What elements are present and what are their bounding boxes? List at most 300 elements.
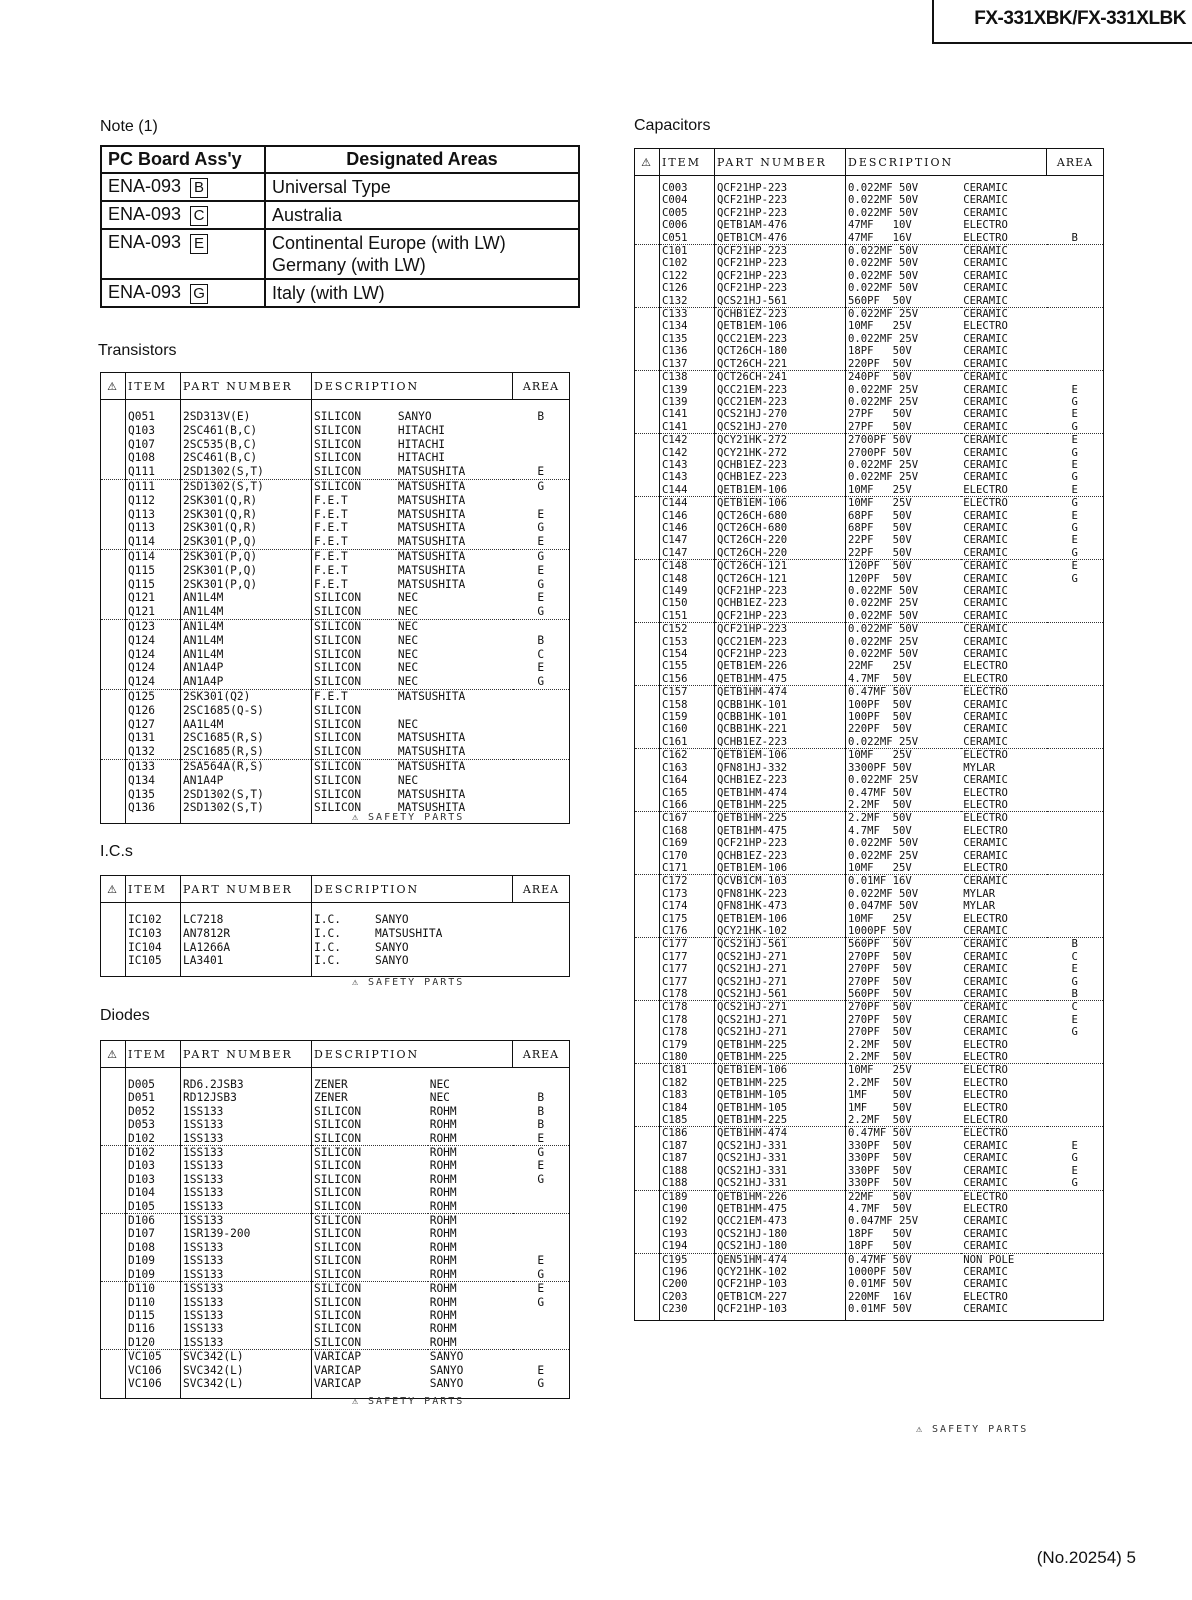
part-number-cell: QCT26CH-121: [715, 560, 846, 573]
capacitor-row: [635, 1102, 1104, 1114]
transistor-row: [101, 634, 570, 648]
area-cell: G: [1047, 421, 1104, 434]
warning-cell: [635, 799, 660, 812]
description-cell: 100PF 50V: [848, 711, 912, 724]
item-cell: Q132: [126, 745, 181, 759]
maker-cell: ELECTRO: [963, 1101, 1008, 1114]
maker-cell: ELECTRO: [963, 219, 1008, 232]
area-cell: [513, 689, 570, 703]
capacitor-row: [635, 938, 1104, 951]
part-number-cell: 1SS133: [181, 1200, 312, 1214]
description-cell: 120PF 50V: [848, 572, 912, 585]
maker-cell: MATSUSHITA: [397, 549, 466, 563]
item-cell: D104: [126, 1186, 181, 1199]
maker-cell: CERAMIC: [963, 963, 1008, 976]
diode-row: [101, 1227, 570, 1240]
description-cell: SILICON: [314, 479, 362, 493]
warning-cell: [635, 1190, 660, 1203]
part-number-cell: RD12JSB3: [181, 1091, 312, 1104]
transistor-part-number-header: PART NUMBER: [181, 373, 312, 400]
description-cell: 10MF 25V: [846, 484, 962, 497]
transistor-row: [101, 578, 570, 592]
description-cell: SILICON: [314, 1254, 362, 1268]
description-cell: SILICON: [314, 1186, 362, 1200]
description-cell: 1MF 50V: [848, 1089, 912, 1102]
item-cell: Q124: [126, 648, 181, 662]
maker-cell: CERAMIC: [963, 975, 1008, 988]
maker-cell: MATSUSHITA: [397, 801, 466, 815]
maker-cell: SANYO: [429, 1363, 464, 1377]
item-cell: C138: [660, 371, 715, 384]
warning-cell: [635, 371, 660, 384]
warning-cell: [101, 689, 126, 703]
diode-row: [101, 1309, 570, 1322]
item-cell: Q112: [126, 494, 181, 508]
item-cell: C133: [660, 308, 715, 321]
capacitor-row: [635, 471, 1104, 483]
item-cell: C051: [660, 232, 715, 245]
capacitor-row: [635, 459, 1104, 471]
description-cell: 1MF 50V: [848, 1101, 912, 1114]
capacitor-row: [635, 345, 1104, 357]
part-number-cell: 2SC1685(R,S): [181, 745, 312, 759]
maker-cell: ELECTRO: [961, 862, 1046, 875]
warning-cell: [101, 1377, 126, 1399]
maker-cell: CERAMIC: [963, 623, 1008, 636]
area-letter-box: B: [190, 178, 208, 198]
item-cell: Q103: [126, 424, 181, 438]
diode-row: [101, 1377, 570, 1399]
item-cell: C155: [660, 660, 715, 672]
maker-cell: CERAMIC: [963, 521, 1008, 534]
description-cell: F.E.T: [314, 577, 348, 591]
part-number-cell: QCS21HJ-180: [715, 1240, 846, 1253]
area-cell: E: [513, 564, 570, 578]
warning-cell: [635, 673, 660, 686]
maker-cell: CERAMIC: [963, 269, 1008, 282]
transistor-area-header: AREA: [513, 373, 570, 400]
description-cell: SILICON: [314, 661, 362, 675]
description-cell: 0.022MF 25V: [848, 332, 919, 345]
maker-cell: MATSUSHITA: [397, 787, 466, 801]
warning-cell: [635, 774, 660, 786]
area-cell: [513, 1214, 570, 1228]
note-areas-cell: [265, 173, 579, 201]
part-number-cell: 2SD1302(S,T): [181, 479, 312, 493]
warning-cell: [635, 597, 660, 609]
maker-cell: SANYO: [374, 954, 409, 968]
warning-cell: [635, 547, 660, 560]
capacitor-row: [635, 358, 1104, 371]
warning-cell: [101, 1336, 126, 1350]
part-number-cell: AN1A4P: [181, 661, 312, 675]
description-cell: SILICON: [312, 465, 396, 479]
description-cell: SILICON: [314, 1282, 362, 1296]
maker-cell: CERAMIC: [961, 421, 1046, 434]
warning-cell: [101, 1105, 126, 1118]
maker-cell: ROHM: [429, 1214, 457, 1228]
capacitor-row: [635, 963, 1104, 975]
transistor-row: [101, 479, 570, 493]
part-number-cell: 2SC461(B,C): [181, 451, 312, 465]
warning-cell: [101, 1309, 126, 1322]
part-number-cell: QETB1HM-225: [715, 812, 846, 825]
area-cell: B: [513, 634, 570, 648]
area-cell: [1047, 1190, 1104, 1203]
maker-cell: CERAMIC: [963, 408, 1008, 421]
warning-cell: [635, 522, 660, 534]
maker-cell: SANYO: [374, 940, 409, 954]
part-number-cell: QETB1HM-225: [715, 799, 846, 812]
transistor-row: [101, 731, 570, 745]
item-cell: C186: [660, 1127, 715, 1140]
diode-description-header: DESCRIPTION: [312, 1041, 513, 1068]
item-cell: D116: [126, 1322, 181, 1335]
area-cell: C: [513, 648, 570, 662]
description-cell: SILICON: [314, 1295, 362, 1309]
maker-cell: ELECTRO: [961, 484, 1046, 497]
capacitor-row: [635, 408, 1104, 420]
warning-cell: [101, 788, 126, 802]
warning-cell: [101, 954, 126, 976]
note-title: Note (1): [100, 118, 158, 135]
item-cell: C006: [660, 219, 715, 231]
description-cell: 0.022MF 50V: [848, 623, 919, 636]
part-number-cell: QCS21HJ-331: [715, 1140, 846, 1152]
diode-row: [101, 1296, 570, 1309]
description-cell: 22PF 50V: [848, 534, 912, 547]
description-cell: 0.047MF 50V: [848, 900, 919, 913]
part-number-cell: QCF21HP-223: [715, 270, 846, 282]
item-cell: C156: [660, 673, 715, 686]
warning-cell: [635, 421, 660, 434]
area-cell: G: [1047, 447, 1104, 459]
part-number-cell: 1SS133: [181, 1186, 312, 1199]
area-cell: [1047, 850, 1104, 862]
item-cell: C178: [660, 1026, 715, 1038]
description-cell: 0.022MF 25V: [848, 395, 919, 408]
model-header: [932, 0, 1192, 44]
description-cell: I.C.: [314, 926, 341, 940]
description-cell: 0.47MF 50V: [848, 1127, 912, 1140]
area-cell: E: [1047, 1165, 1104, 1177]
part-number-cell: QCS21HJ-270: [715, 408, 846, 420]
description-cell: 0.022MF 25V: [848, 774, 919, 787]
maker-cell: CERAMIC: [963, 723, 1008, 736]
part-number-cell: 2SK301(P,Q): [181, 564, 312, 578]
description-cell: SILICON: [312, 1200, 428, 1214]
capacitor-row: [635, 1177, 1104, 1190]
area-cell: E: [513, 1282, 570, 1296]
maker-cell: CERAMIC: [963, 257, 1008, 270]
description-cell: SILICON: [314, 1240, 362, 1254]
ic-row: [101, 903, 570, 927]
warning-cell: [635, 951, 660, 963]
item-cell: Q126: [126, 704, 181, 718]
capacitor-row: [635, 673, 1104, 686]
part-number-cell: QETB1HM-105: [715, 1102, 846, 1114]
item-cell: D051: [126, 1091, 181, 1104]
area-cell: [1047, 875, 1104, 888]
description-cell: SILICON: [312, 1132, 428, 1146]
item-cell: Q136: [126, 801, 181, 823]
note-table: [100, 145, 580, 308]
maker-cell: CERAMIC: [963, 458, 1008, 471]
area-cell: E: [513, 1364, 570, 1377]
area-cell: [1047, 371, 1104, 384]
item-cell: C187: [660, 1140, 715, 1152]
area-cell: [1047, 762, 1104, 774]
diode-row: [101, 1336, 570, 1350]
maker-cell: CERAMIC: [961, 358, 1046, 371]
capacitor-row: [635, 219, 1104, 231]
item-cell: C169: [660, 837, 715, 849]
warning-cell: [101, 648, 126, 662]
capacitor-row: [635, 951, 1104, 963]
item-cell: C167: [660, 812, 715, 825]
capacitor-row: [635, 774, 1104, 786]
description-cell: 0.022MF 25V: [848, 849, 919, 862]
part-number-cell: QCS21HJ-331: [715, 1165, 846, 1177]
warning-cell: [101, 1350, 126, 1364]
maker-cell: ROHM: [429, 1308, 457, 1322]
warning-cell: [635, 1089, 660, 1101]
description-cell: SILICON: [314, 437, 362, 451]
area-cell: B: [513, 400, 570, 424]
area-cell: [1047, 610, 1104, 623]
area-cell: [1047, 1228, 1104, 1240]
item-cell: C180: [660, 1051, 715, 1064]
description-cell: 0.022MF 25V: [846, 736, 962, 749]
maker-cell: CERAMIC: [963, 849, 1008, 862]
part-number-cell: QETB1CM-227: [715, 1291, 846, 1303]
maker-cell: CERAMIC: [963, 597, 1008, 610]
maker-cell: CERAMIC: [963, 534, 1008, 547]
area-cell: [513, 1227, 570, 1240]
warning-cell: [635, 176, 660, 195]
item-cell: Q108: [126, 451, 181, 465]
diode-row: [101, 1173, 570, 1186]
capacitor-row: [635, 1064, 1104, 1077]
capacitor-row: [635, 686, 1104, 699]
item-cell: C132: [660, 295, 715, 308]
maker-cell: CERAMIC: [963, 345, 1008, 358]
item-cell: Q124: [126, 675, 181, 689]
maker-cell: CERAMIC: [963, 585, 1008, 597]
area-cell: [513, 1186, 570, 1199]
description-cell: SILICON: [314, 619, 362, 633]
capacitor-item-header: ITEM: [660, 149, 715, 176]
warning-cell: [635, 938, 660, 951]
maker-cell: CERAMIC: [963, 774, 1008, 787]
maker-cell: CERAMIC: [961, 1240, 1046, 1253]
note-row: [101, 201, 579, 229]
warning-cell: [101, 1268, 126, 1282]
diode-area-header: AREA: [513, 1041, 570, 1068]
description-cell: 0.022MF 50V: [848, 194, 919, 207]
capacitor-row: [635, 888, 1104, 900]
description-cell: 0.022MF 50V: [846, 610, 962, 623]
item-cell: IC104: [126, 941, 181, 955]
part-number-cell: AN1L4M: [181, 634, 312, 648]
warning-cell: [635, 736, 660, 749]
item-cell: C134: [660, 320, 715, 332]
transistor-row: [101, 451, 570, 465]
transistors-title: Transistors: [98, 342, 177, 359]
item-cell: C126: [660, 282, 715, 294]
description-cell: SILICON: [314, 1118, 362, 1132]
description-cell: 220PF 50V: [848, 723, 912, 736]
item-cell: C184: [660, 1102, 715, 1114]
maker-cell: NEC: [397, 619, 419, 633]
item-cell: VC106: [126, 1364, 181, 1377]
area-cell: E: [1047, 434, 1104, 447]
warning-cell: [101, 801, 126, 823]
note-col-areas: Designated Areas: [265, 146, 579, 173]
part-number-cell: QCS21HJ-180: [715, 1228, 846, 1240]
description-cell: F.E.T: [314, 493, 348, 507]
warning-cell: [635, 207, 660, 219]
transistor-item-header: ITEM: [126, 373, 181, 400]
maker-cell: CERAMIC: [963, 1152, 1008, 1165]
warning-cell: [635, 825, 660, 837]
maker-cell: MATSUSHITA: [397, 493, 466, 507]
area-cell: E: [1047, 963, 1104, 975]
item-cell: Q124: [126, 634, 181, 648]
capacitor-row: [635, 282, 1104, 294]
warning-cell: [101, 1186, 126, 1199]
item-cell: D106: [126, 1214, 181, 1228]
part-number-cell: AN1A4P: [181, 774, 312, 788]
warning-cell: [635, 408, 660, 420]
maker-cell: MATSUSHITA: [396, 465, 513, 479]
maker-cell: ROHM: [429, 1146, 457, 1160]
area-cell: B: [513, 1118, 570, 1131]
warning-cell: [635, 1102, 660, 1114]
part-number-cell: 1SS133: [181, 1146, 312, 1160]
maker-cell: CERAMIC: [963, 560, 1008, 573]
warning-cell: [635, 245, 660, 258]
transistor-row: [101, 424, 570, 438]
warning-cell: [101, 521, 126, 535]
description-cell: 22MF 25V: [848, 660, 912, 673]
warning-cell: [101, 578, 126, 592]
description-cell: SILICON: [314, 1104, 362, 1118]
transistor-row: [101, 718, 570, 732]
description-cell: 0.022MF 50V: [848, 257, 919, 270]
description-cell: 0.022MF 25V: [848, 471, 919, 484]
description-cell: 47MF 16V: [846, 232, 962, 245]
item-cell: C153: [660, 636, 715, 648]
item-cell: C182: [660, 1077, 715, 1089]
part-number-cell: QETB1EM-106: [715, 1064, 846, 1077]
part-number-cell: QCS21HJ-561: [715, 938, 846, 951]
warning-cell: [101, 704, 126, 718]
maker-cell: ROHM: [429, 1172, 457, 1186]
capacitor-row: [635, 484, 1104, 497]
warning-cell: [635, 1240, 660, 1253]
item-cell: VC105: [126, 1350, 181, 1364]
item-cell: Q131: [126, 731, 181, 745]
capacitor-row: [635, 585, 1104, 597]
part-number-cell: 2SA564A(R,S): [181, 759, 312, 773]
description-cell: 560PF 50V: [846, 295, 962, 308]
maker-cell: CERAMIC: [961, 988, 1046, 1001]
area-cell: G: [513, 1268, 570, 1282]
item-cell: IC102: [126, 903, 181, 927]
item-cell: C154: [660, 648, 715, 660]
description-cell: F.E.T: [314, 563, 348, 577]
item-cell: D120: [126, 1336, 181, 1350]
warning-cell: [635, 1026, 660, 1038]
warning-cell: [101, 718, 126, 732]
area-cell: [1047, 787, 1104, 799]
capacitor-row: [635, 522, 1104, 534]
maker-cell: MATSUSHITA: [397, 689, 466, 703]
area-cell: [513, 954, 570, 976]
warning-cell: [635, 308, 660, 321]
maker-cell: CERAMIC: [963, 383, 1008, 396]
note-row: [101, 173, 579, 201]
designated-area: Italy (with LW): [272, 283, 385, 303]
item-cell: Q051: [126, 400, 181, 424]
part-number-cell: 1SS133: [181, 1105, 312, 1118]
capacitor-row: [635, 837, 1104, 849]
capacitor-row: [635, 421, 1104, 434]
transistor-row: [101, 564, 570, 578]
warning-cell: [101, 591, 126, 605]
warning-cell: [635, 1140, 660, 1152]
part-number-cell: 1SS133: [181, 1322, 312, 1335]
description-cell: 22MF 50V: [848, 1190, 912, 1203]
item-cell: C177: [660, 963, 715, 975]
warning-cell: [635, 434, 660, 447]
transistor-row: [101, 759, 570, 773]
transistor-row: [101, 648, 570, 662]
capacitor-description-header: DESCRIPTION: [846, 149, 1047, 176]
warning-cell: [635, 862, 660, 875]
area-cell: [1047, 295, 1104, 308]
item-cell: Q113: [126, 521, 181, 535]
description-cell: 4.7MF 50V: [848, 1202, 912, 1215]
area-cell: [1047, 597, 1104, 609]
item-cell: D005: [126, 1068, 181, 1092]
item-cell: C158: [660, 699, 715, 711]
part-number-cell: 1SS133: [181, 1296, 312, 1309]
part-number-cell: 1SS133: [181, 1118, 312, 1131]
transistor-row: [101, 745, 570, 759]
area-cell: E: [513, 465, 570, 479]
maker-cell: CERAMIC: [963, 371, 1008, 384]
area-cell: G: [513, 578, 570, 592]
warning-cell: [635, 1177, 660, 1190]
capacitor-row: [635, 447, 1104, 459]
maker-cell: ELECTRO: [963, 497, 1008, 510]
area-cell: E: [513, 1132, 570, 1146]
item-cell: Q125: [126, 689, 181, 703]
area-cell: E: [1047, 1014, 1104, 1026]
maker-cell: MATSUSHITA: [374, 926, 443, 940]
capacitor-row: [635, 711, 1104, 723]
part-number-cell: AN1L4M: [181, 605, 312, 619]
item-cell: C176: [660, 925, 715, 938]
maker-cell: MATSUSHITA: [397, 731, 466, 745]
maker-cell: SANYO: [397, 410, 432, 423]
item-cell: C143: [660, 471, 715, 483]
item-cell: C151: [660, 610, 715, 623]
item-cell: C196: [660, 1266, 715, 1278]
transistor-row: [101, 521, 570, 535]
